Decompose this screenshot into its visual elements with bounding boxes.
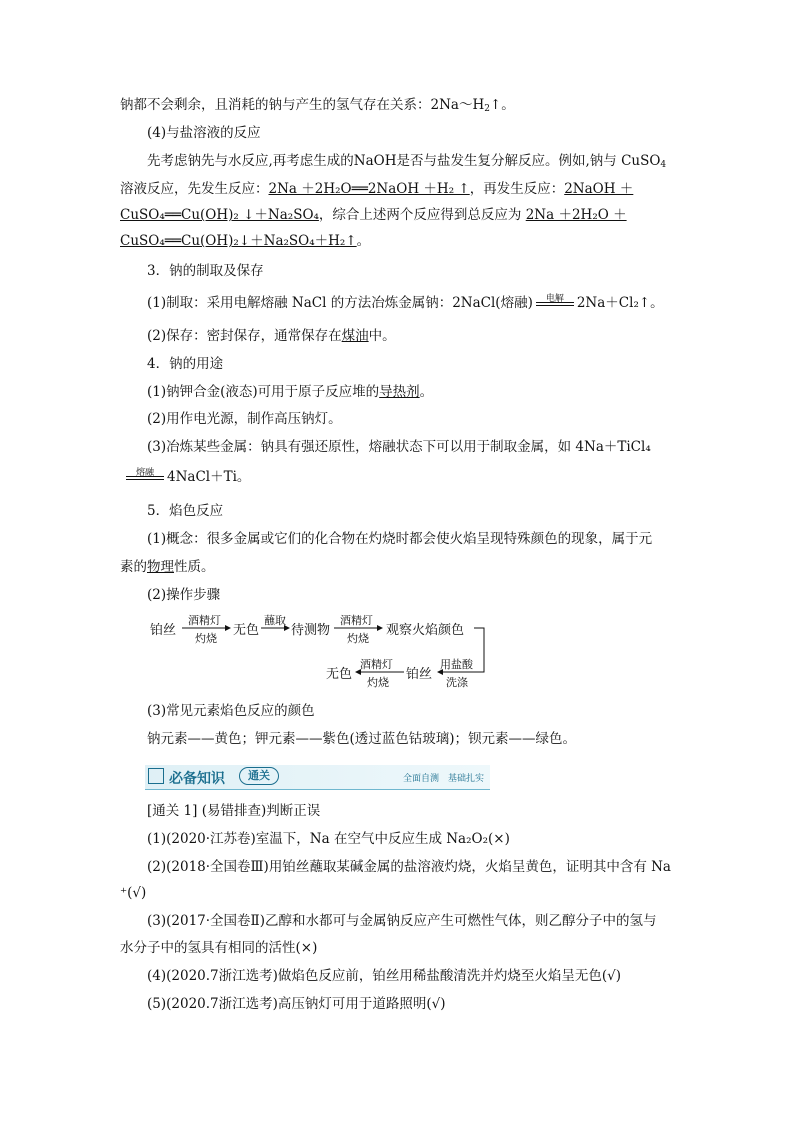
banner-title: 必备知识 <box>169 771 225 787</box>
text: ，再发生反应： <box>469 181 565 197</box>
equation: CuSO₄══Cu(OH)₂↓＋Na₂SO₄＋H₂↑ <box>120 233 357 249</box>
flame-test-flowchart <box>150 612 530 692</box>
quiz-3-cont: 水分子中的氢具有相同的活性(×) <box>120 940 318 956</box>
text: 溶液反应，先发生反应： <box>120 181 269 197</box>
heading-4: 4．钠的用途 <box>147 356 224 372</box>
label: 洗涤 <box>446 676 468 689</box>
p5-4: 钠元素——黄色；钾元素——紫色(透过蓝色钴玻璃)；钡元素——绿色。 <box>147 731 577 747</box>
text: (1)钠钾合金(液态)可用于原子反应堆的 <box>147 384 380 400</box>
heading-5: 5．焰色反应 <box>147 503 224 519</box>
node-platinum: 铂丝 <box>150 623 177 638</box>
text: 。 <box>419 384 434 400</box>
blank-answer: 物理 <box>147 559 174 575</box>
label: 酒精灯 <box>340 614 373 627</box>
quiz-4: (4)(2020.7浙江选考)做焰色反应前，铂丝用稀盐酸清洗并灼烧至火焰呈无色(√) <box>147 968 622 984</box>
quiz-5: (5)(2020.7浙江选考)高压钠灯可用于道路照明(√) <box>147 996 446 1012</box>
equation: 2Na ＋2H₂O ＋ <box>525 207 627 223</box>
equals-sign <box>126 467 164 484</box>
node-colorless-2: 无色 <box>326 667 353 682</box>
banner-subtitle: 全面自测 基础扎实 <box>402 774 484 784</box>
label: 酒精灯 <box>360 658 393 671</box>
p5-2: (2)操作步骤 <box>147 587 221 603</box>
text: 素的 <box>120 559 147 575</box>
blank-answer: 导热剂 <box>379 384 420 400</box>
p5-1: (1)概念：很多金属或它们的化合物在灼烧时都会使火焰呈现特殊颜色的现象，属于元 <box>147 531 653 547</box>
text: 性质。 <box>174 559 215 575</box>
p4-1 <box>120 381 703 403</box>
equation: CuSO₄══Cu(OH)₂ ↓＋Na₂SO₄ <box>120 207 319 223</box>
equation: 2Na ＋2H₂O══2NaOH ＋H₂ ↑ <box>268 181 470 197</box>
heading-3: 3．钠的制取及保存 <box>147 263 264 279</box>
text: 先考虑钠先与水反应,再考虑生成的NaOH是否与盐发生复分解反应。例如,钠与 CuSO <box>147 153 661 169</box>
quiz-2: (2)(2018·全国卷Ⅲ)用铂丝蘸取某碱金属的盐溶液灼烧，火焰呈黄色，证明其中含有 Na <box>147 859 671 875</box>
node-observe: 观察火焰颜色 <box>386 623 465 638</box>
banner-seal: 通关 <box>239 767 279 785</box>
quiz-2-cont: ⁺(√) <box>120 885 147 901</box>
quiz-1: (1)(2020·江苏卷)室温下，Na 在空气中反应生成 Na₂O₂(×) <box>147 831 510 847</box>
section-banner <box>145 765 490 790</box>
quiz-heading: [通关 1] (易错排查)判断正误 <box>147 803 321 819</box>
p5-1-cont <box>120 556 676 578</box>
equation: 2NaOH ＋ <box>564 181 634 197</box>
condition: 电解 <box>545 293 564 304</box>
text: (1)制取：采用电解熔融 NaCl 的方法冶炼金属钠：2NaCl(熔融) <box>147 295 533 311</box>
text: 2Na＋Cl₂↑。 <box>576 295 664 311</box>
label: 灼烧 <box>367 676 389 689</box>
label: 用盐酸 <box>440 658 473 671</box>
condition: 熔融 <box>135 467 154 478</box>
label: 蘸取 <box>264 614 286 627</box>
section-4-title: (4)与盐溶液的反应 <box>147 125 261 141</box>
text: ，综合上述两个反应得到总反应为 <box>318 207 522 223</box>
label: 灼烧 <box>347 632 369 645</box>
s4-line-4 <box>120 230 676 252</box>
p4-3-cont <box>120 466 676 488</box>
text: 钠都不会剩余，且消耗的钠与产生的氢气存在关系：2Na～H <box>120 97 485 113</box>
s4-line-3 <box>120 204 676 226</box>
book-icon <box>148 768 164 784</box>
node-sample: 待测物 <box>291 623 331 638</box>
quiz-3: (3)(2017·全国卷Ⅱ)乙醇和水都可与金属钠反应产生可燃性气体，则乙醇分子中的氢与 <box>147 913 657 929</box>
p4-2: (2)用作电光源，制作高压钠灯。 <box>147 411 342 427</box>
label: 酒精灯 <box>188 614 221 627</box>
label: 灼烧 <box>195 632 217 645</box>
text: 中。 <box>368 328 396 344</box>
line-1: 钠都不会剩余，且消耗的钠与产生的氢气存在关系：$2Na\sim H_2↑$。 <box>120 97 515 114</box>
blank-answer: 煤油 <box>341 328 369 344</box>
p3-2 <box>120 325 703 347</box>
text: (2)保存：密封保存，通常保存在 <box>147 328 342 344</box>
s4-line-1: 先考虑钠先与水反应,再考虑生成的NaOH是否与盐发生复分解反应。例如,钠与 CuSO$_4$ <box>147 153 667 170</box>
node-colorless: 无色 <box>233 623 260 638</box>
p3-1 <box>120 292 703 314</box>
p5-3: (3)常见元素焰色反应的颜色 <box>147 703 315 719</box>
s4-line-2 <box>120 178 676 200</box>
text: 4NaCl＋Ti。 <box>167 469 251 485</box>
text: 。 <box>356 233 371 249</box>
text: ↑。 <box>489 97 515 113</box>
equals-sign <box>536 293 574 310</box>
p4-3: (3)冶炼某些金属：钠具有强还原性，熔融状态下可以用于制取金属，如 4Na＋TiCl₄ <box>147 439 651 455</box>
node-platinum-2: 铂丝 <box>406 667 433 682</box>
